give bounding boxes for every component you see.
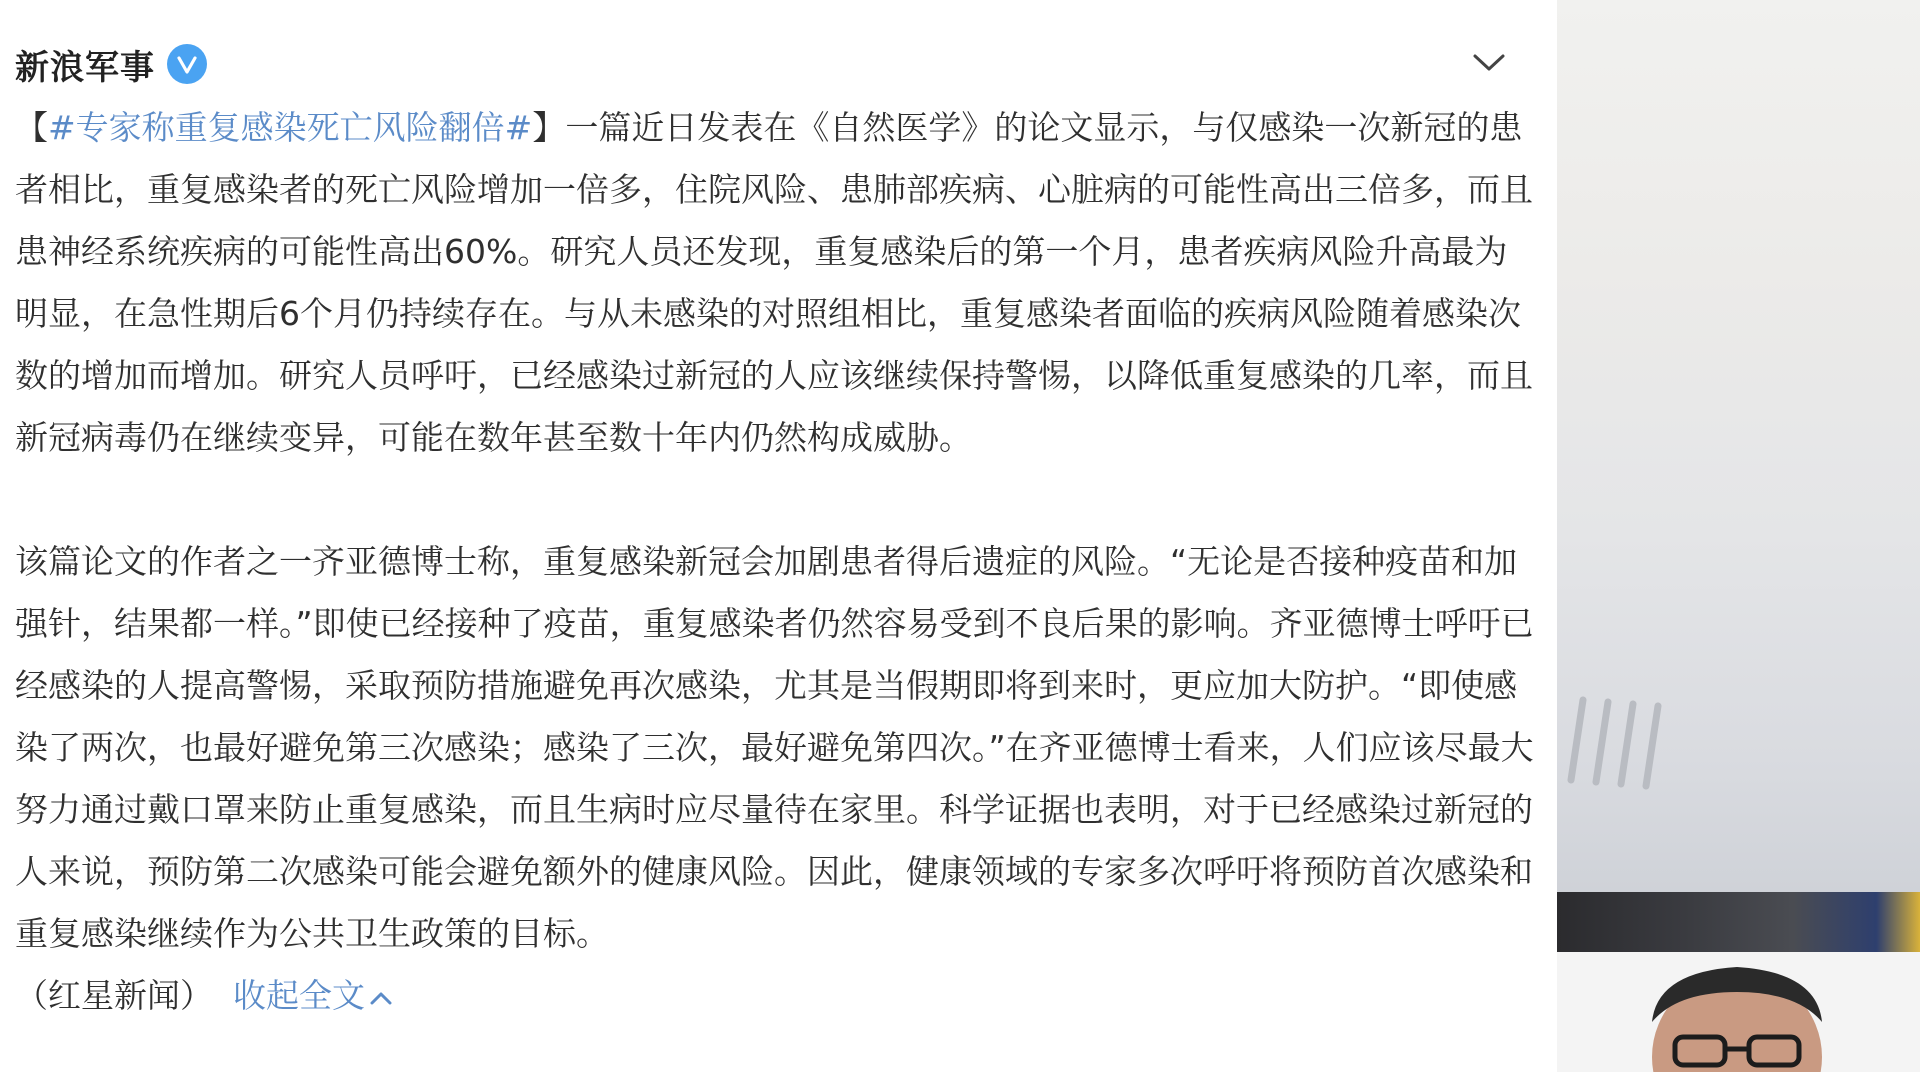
author-name[interactable]: 新浪军事 [15,47,155,88]
wall-vent-graphic [1561,690,1681,790]
post-menu-button[interactable] [1470,44,1508,82]
webcam-feed [1557,952,1920,1072]
chevron-down-icon [1472,53,1506,73]
presenter-avatar [1557,952,1920,1072]
chevron-up-icon [369,990,393,1006]
hashtag-open-bracket: 【 [15,108,48,147]
verified-v-icon [167,44,207,84]
video-panel [1557,0,1920,1072]
paragraph-1 [15,97,1535,469]
post-header [15,36,207,92]
paragraph-2 [15,531,1535,965]
collapse-label: 收起全文 [233,976,365,1015]
news-source: （红星新闻） [15,976,213,1015]
hashtag-close-bracket: 】 [532,108,566,147]
hashtag-link[interactable]: #专家称重复感染死亡风险翻倍# [48,108,533,147]
post-footer [15,965,1535,1027]
collapse-full-text-link[interactable] [233,976,393,1015]
paragraph-1-text: 一篇近日发表在《自然医学》的论文显示，与仅感染一次新冠的患者相比，重复感染者的死亡风险增加一倍多，住院风险、患肺部疾病、心脏病的可能性高出三倍多，而且患神经系统疾病的可能性高出60%。研究人员还发现，重复感染后的第一个月，患者疾病风险升高最为明显，在急性期后6个月仍持续存在。与从未感染的对照组相比，重复感染者面临的疾病风险随着感染次数的增加而增加。研究人员呼吁，已经感染过新冠的人应该继续保持警惕，以降低重复感染的几率，而且新冠病毒仍在继续变异，可能在数年甚至数十年内仍然构成威胁。 [15,108,1533,457]
post-body [15,97,1535,1027]
paragraph-2-text: 该篇论文的作者之一齐亚德博士称，重复感染新冠会加剧患者得后遗症的风险。“无论是否接种疫苗和加强针，结果都一样。”即使已经接种了疫苗，重复感染者仍然容易受到不良后果的影响。齐亚德博士呼吁已经感染的人提高警惕，采取预防措施避免再次感染，尤其是当假期即将到来时，更应加大防护。“即使感染了两次，也最好避免第三次感染；感染了三次，最好避免第四次。”在齐亚德博士看来，人们应该尽最大努力通过戴口罩来防止重复感染，而且生病时应尽量待在家里。科学证据也表明，对于已经感染过新冠的人来说，预防第二次感染可能会避免额外的健康风险。因此，健康领域的专家多次呼吁将预防首次感染和重复感染继续作为公共卫生政策的目标。 [15,542,1534,953]
video-inset-strip [1557,892,1920,952]
